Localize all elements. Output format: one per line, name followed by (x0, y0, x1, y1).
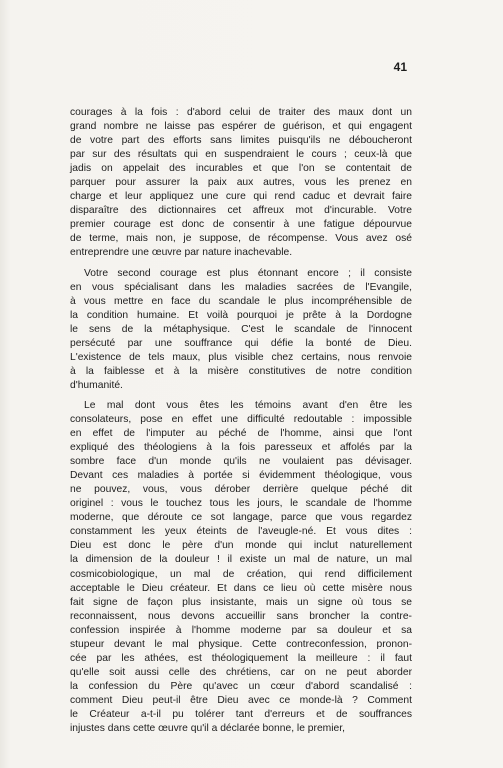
text-line: originel : vous le touchez tous les jours, le scandale de l'homme (70, 498, 412, 510)
text-line: Dieu est donc le père d'un monde qui inclut naturellement (70, 540, 412, 552)
text-line: par sur des résultats qui en suspendraient le cours ; ceux-là que (70, 149, 412, 161)
text-line: consolateurs, pose en effet une difficulté redoutable : impossible (70, 413, 412, 425)
text-line: injustes dans cette œuvre qu'il a déclarée bonne, le premier, (70, 723, 345, 735)
text-line: Votre second courage est plus étonnant encore ; il consiste (84, 267, 412, 279)
page-number: 41 (393, 60, 407, 74)
paragraph (70, 106, 412, 261)
body-text (70, 106, 412, 742)
text-line: jadis on appelait des incurables et que l'on se contentait de (70, 163, 412, 175)
text-line: persécuté par une souffrance qui défie la bonté de Dieu. (70, 337, 412, 349)
text-line: Devant ces maladies à portée si évidemment théologique, vous (70, 470, 412, 482)
text-line: grand nombre ne laisse pas espérer de guérison, et qui engagent (70, 121, 412, 133)
text-line: acceptable le Dieu créateur. Et dans ce lieu où cette misère nous (70, 582, 412, 594)
text-line: constamment les yeux éteints de l'aveugle-né. Et vous dites : (70, 526, 412, 538)
text-line: charge et leur appliquez une cure qui rend caduc et devrait faire (70, 191, 412, 203)
text-line: en vous spécialisant dans les maladies sacrées de l'Evangile, (70, 281, 412, 293)
text-line: disparaître des dictionnaires cet affreux mot d'incurable. Votre (70, 205, 412, 217)
text-line: qu'elle soit aussi celle des chrétiens, car on ne peut aborder (70, 666, 412, 678)
text-line: le Créateur a-t-il pu tolérer tant d'erreurs et de souffrances (70, 708, 412, 720)
text-line: courages à la fois : d'abord celui de traiter des maux dont un (70, 107, 412, 118)
text-line: à vous mettre en face du scandale le plus incompréhensible de (70, 295, 412, 307)
paragraph (70, 399, 412, 736)
text-line: cée par les athées, est théologiquement la meilleure : il faut (70, 652, 412, 664)
text-line: d'humanité. (70, 379, 123, 391)
text-line: entreprendre une œuvre par nature inachevable. (70, 247, 293, 259)
text-line: Le mal dont vous êtes les témoins avant d'en être les (84, 399, 412, 411)
text-line: la confession du Père qu'avec un cœur d'abord scandalisé : (70, 680, 412, 692)
text-line: sombre face d'un monde qu'ils ne voulaient pas dévisager. (70, 456, 412, 468)
text-line: ne pouvez, vous, vous dérober derrière quelque péché dit (70, 484, 412, 496)
text-line: à la faiblesse et à la misère constitutives de notre condition (70, 365, 412, 377)
text-line: en effet de l'imputer au péché de l'homme, ainsi que l'ont (70, 428, 412, 440)
text-line: la dimension de la douleur ! il existe un mal de nature, un mal (70, 554, 412, 566)
text-line: stupeur devant le mal physique. Cette contreconfession, pronon- (70, 638, 412, 650)
text-line: moderne, que déroute ce sot langage, parce que vous regardez (70, 512, 412, 524)
text-line: le sens de la métaphysique. C'est le scandale de l'innocent (70, 323, 412, 335)
text-line: de terme, mais non, je suppose, de récompense. Vous avez osé (70, 233, 412, 245)
text-line: la condition humaine. Et voilà pourquoi je prête à la Dordogne (70, 309, 412, 321)
paragraph (70, 267, 412, 393)
text-line: reconnaissent, nous devons accueillir sans broncher la contre- (70, 610, 412, 622)
text-line: de votre part des efforts sans limites puisqu'ils ne déboucheront (70, 135, 412, 147)
text-line: comment Dieu peut-il être Dieu avec ce monde-là ? Comment (70, 694, 412, 706)
text-line: premier courage est donc de consentir à une fatigue dépourvue (70, 219, 412, 231)
text-line: fait signe de façon plus insistante, mais un signe où tous se (70, 596, 412, 608)
text-line: confession inspirée à l'homme moderne par sa douleur et sa (70, 624, 412, 636)
text-line: cosmicobiologique, un mal de création, qui rend difficilement (70, 568, 412, 580)
text-line: expliqué des théologiens à la fois paresseux et affolés par la (70, 442, 412, 454)
text-line: parquer pour assurer la paix aux autres, vous les prenez en (70, 177, 412, 189)
text-line: L'existence de tels maux, plus visible chez certains, nous renvoie (70, 351, 412, 363)
